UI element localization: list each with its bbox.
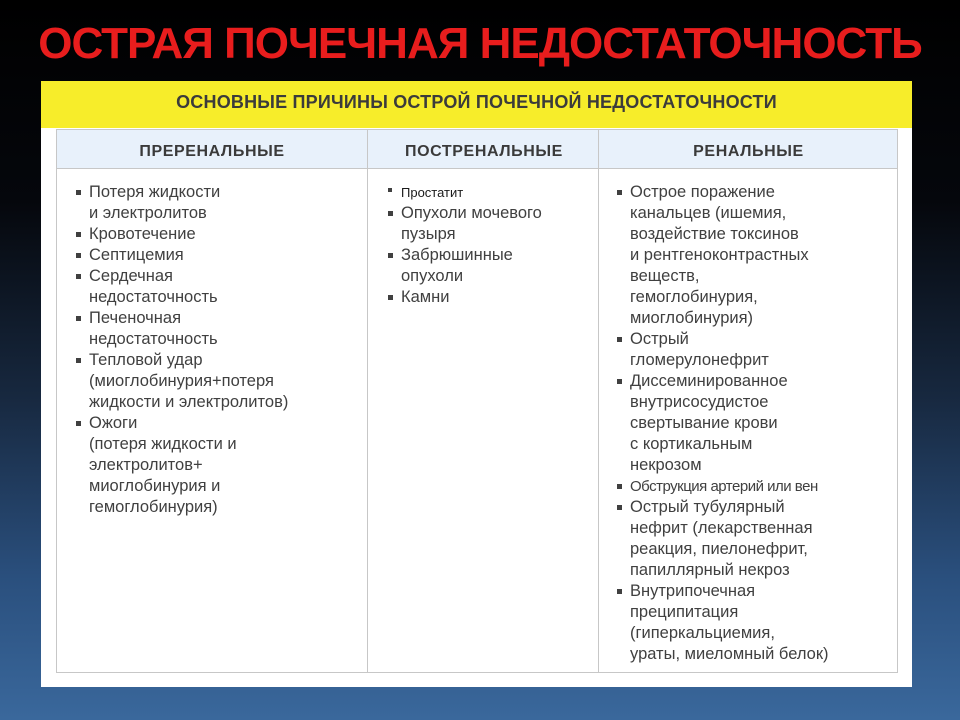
bullet-icon xyxy=(388,211,393,216)
cause-item xyxy=(73,245,363,266)
cause-item xyxy=(73,182,363,224)
cause-text-line: и рентгеноконтрастных xyxy=(630,246,809,264)
cause-text-line: ураты, миеломный белок) xyxy=(630,645,829,663)
cause-text-line: преципитация xyxy=(630,603,739,621)
cause-text-line: Острый тубулярный xyxy=(630,498,785,516)
cause-text-line: миоглобинурия) xyxy=(630,309,754,327)
cause-text-line: Камни xyxy=(401,288,450,306)
cause-text-line: (потеря жидкости и xyxy=(89,435,237,453)
cause-text-line: гемоглобинурия, xyxy=(630,288,758,306)
cause-text-line: канальцев (ишемия, xyxy=(630,204,787,222)
cause-text-line: (гиперкальциемия, xyxy=(630,624,775,642)
cause-text-line: электролитов+ xyxy=(89,456,203,474)
cause-item xyxy=(614,371,896,476)
cause-text-line: Сердечная xyxy=(89,267,173,285)
column-divider xyxy=(367,130,368,672)
column-header-row xyxy=(57,130,897,169)
bullet-icon xyxy=(76,232,81,237)
cause-text-line: воздействие токсинов xyxy=(630,225,799,243)
cause-text-line: веществ, xyxy=(630,267,700,285)
cause-item xyxy=(385,182,595,203)
cause-item xyxy=(385,203,595,245)
cause-item xyxy=(73,308,363,350)
column-renal xyxy=(614,182,896,665)
causes-table-card xyxy=(41,81,912,687)
cause-text-line: (миоглобинурия+потеря xyxy=(89,372,274,390)
cause-text-line: недостаточность xyxy=(89,288,218,306)
cause-item xyxy=(73,266,363,308)
column-header-renal: РЕНАЛЬНЫЕ xyxy=(693,143,804,160)
cause-text-line: Острое поражение xyxy=(630,183,775,201)
bullet-icon xyxy=(388,253,393,258)
bullet-icon xyxy=(617,190,622,195)
cause-text-line: миоглобинурия и xyxy=(89,477,221,495)
cause-text-line: опухоли xyxy=(401,267,464,285)
cause-text-line: некрозом xyxy=(630,456,702,474)
cause-text-line: Септицемия xyxy=(89,246,184,264)
cause-text-line: Тепловой удар xyxy=(89,351,203,369)
cause-text-line: и электролитов xyxy=(89,204,207,222)
bullet-icon xyxy=(617,589,622,594)
cause-text-line: Обструкция артерий или вен xyxy=(630,478,818,495)
cause-item xyxy=(614,497,896,581)
cause-text-line: Простатит xyxy=(401,185,464,200)
cause-text-line: Забрюшинные xyxy=(401,246,513,264)
cause-text-line: реакция, пиелонефрит, xyxy=(630,540,808,558)
bullet-icon xyxy=(617,379,622,384)
cause-text-line: пузыря xyxy=(401,225,456,243)
bullet-icon xyxy=(76,190,81,195)
cause-text-line: внутрисосудистое xyxy=(630,393,769,411)
causes-table xyxy=(56,129,898,673)
cause-text-line: гломерулонефрит xyxy=(630,351,769,369)
cause-item xyxy=(73,350,363,413)
cause-text-line: недостаточность xyxy=(89,330,218,348)
slide-title: ОСТРАЯ ПОЧЕЧНАЯ НЕДОСТАТОЧНОСТЬ xyxy=(38,19,922,68)
column-divider xyxy=(598,130,599,672)
cause-text-line: Кровотечение xyxy=(89,225,196,243)
cause-text-line: папиллярный некроз xyxy=(630,561,790,579)
cause-text-line: Ожоги xyxy=(89,414,138,432)
bullet-icon xyxy=(617,484,622,489)
bullet-icon xyxy=(76,421,81,426)
bullet-icon xyxy=(617,337,622,342)
cause-text-line: Потеря жидкости xyxy=(89,183,221,201)
cause-text-line: нефрит (лекарственная xyxy=(630,519,813,537)
cause-text-line: Диссеминированное xyxy=(630,372,788,390)
cause-item xyxy=(614,329,896,371)
cause-item xyxy=(614,182,896,329)
cause-item xyxy=(614,476,896,497)
column-prerenal xyxy=(73,182,363,518)
bullet-icon xyxy=(388,188,392,192)
column-header-prerenal: ПРЕРЕНАЛЬНЫЕ xyxy=(139,143,285,160)
column-postrenal xyxy=(385,182,595,308)
cause-text-line: Печеночная xyxy=(89,309,182,327)
column-header-postrenal: ПОСТРЕНАЛЬНЫЕ xyxy=(405,143,563,160)
cause-text-line: Внутрипочечная xyxy=(630,582,756,600)
bullet-icon xyxy=(617,505,622,510)
bullet-icon xyxy=(76,253,81,258)
cause-item xyxy=(385,287,595,308)
cause-item xyxy=(385,245,595,287)
cause-text-line: Опухоли мочевого xyxy=(401,204,542,222)
bullet-icon xyxy=(76,274,81,279)
cause-item xyxy=(614,581,896,665)
cause-text-line: свертывание крови xyxy=(630,414,778,432)
cause-text-line: жидкости и электролитов) xyxy=(89,393,289,411)
bullet-icon xyxy=(76,358,81,363)
cause-item xyxy=(73,413,363,518)
cause-text-line: с кортикальным xyxy=(630,435,753,453)
bullet-icon xyxy=(388,295,393,300)
table-heading: ОСНОВНЫЕ ПРИЧИНЫ ОСТРОЙ ПОЧЕЧНОЙ НЕДОСТАТОЧНОСТИ xyxy=(41,81,912,128)
cause-text-line: Острый xyxy=(630,330,689,348)
cause-text-line: гемоглобинурия) xyxy=(89,498,218,516)
cause-item xyxy=(73,224,363,245)
bullet-icon xyxy=(76,316,81,321)
